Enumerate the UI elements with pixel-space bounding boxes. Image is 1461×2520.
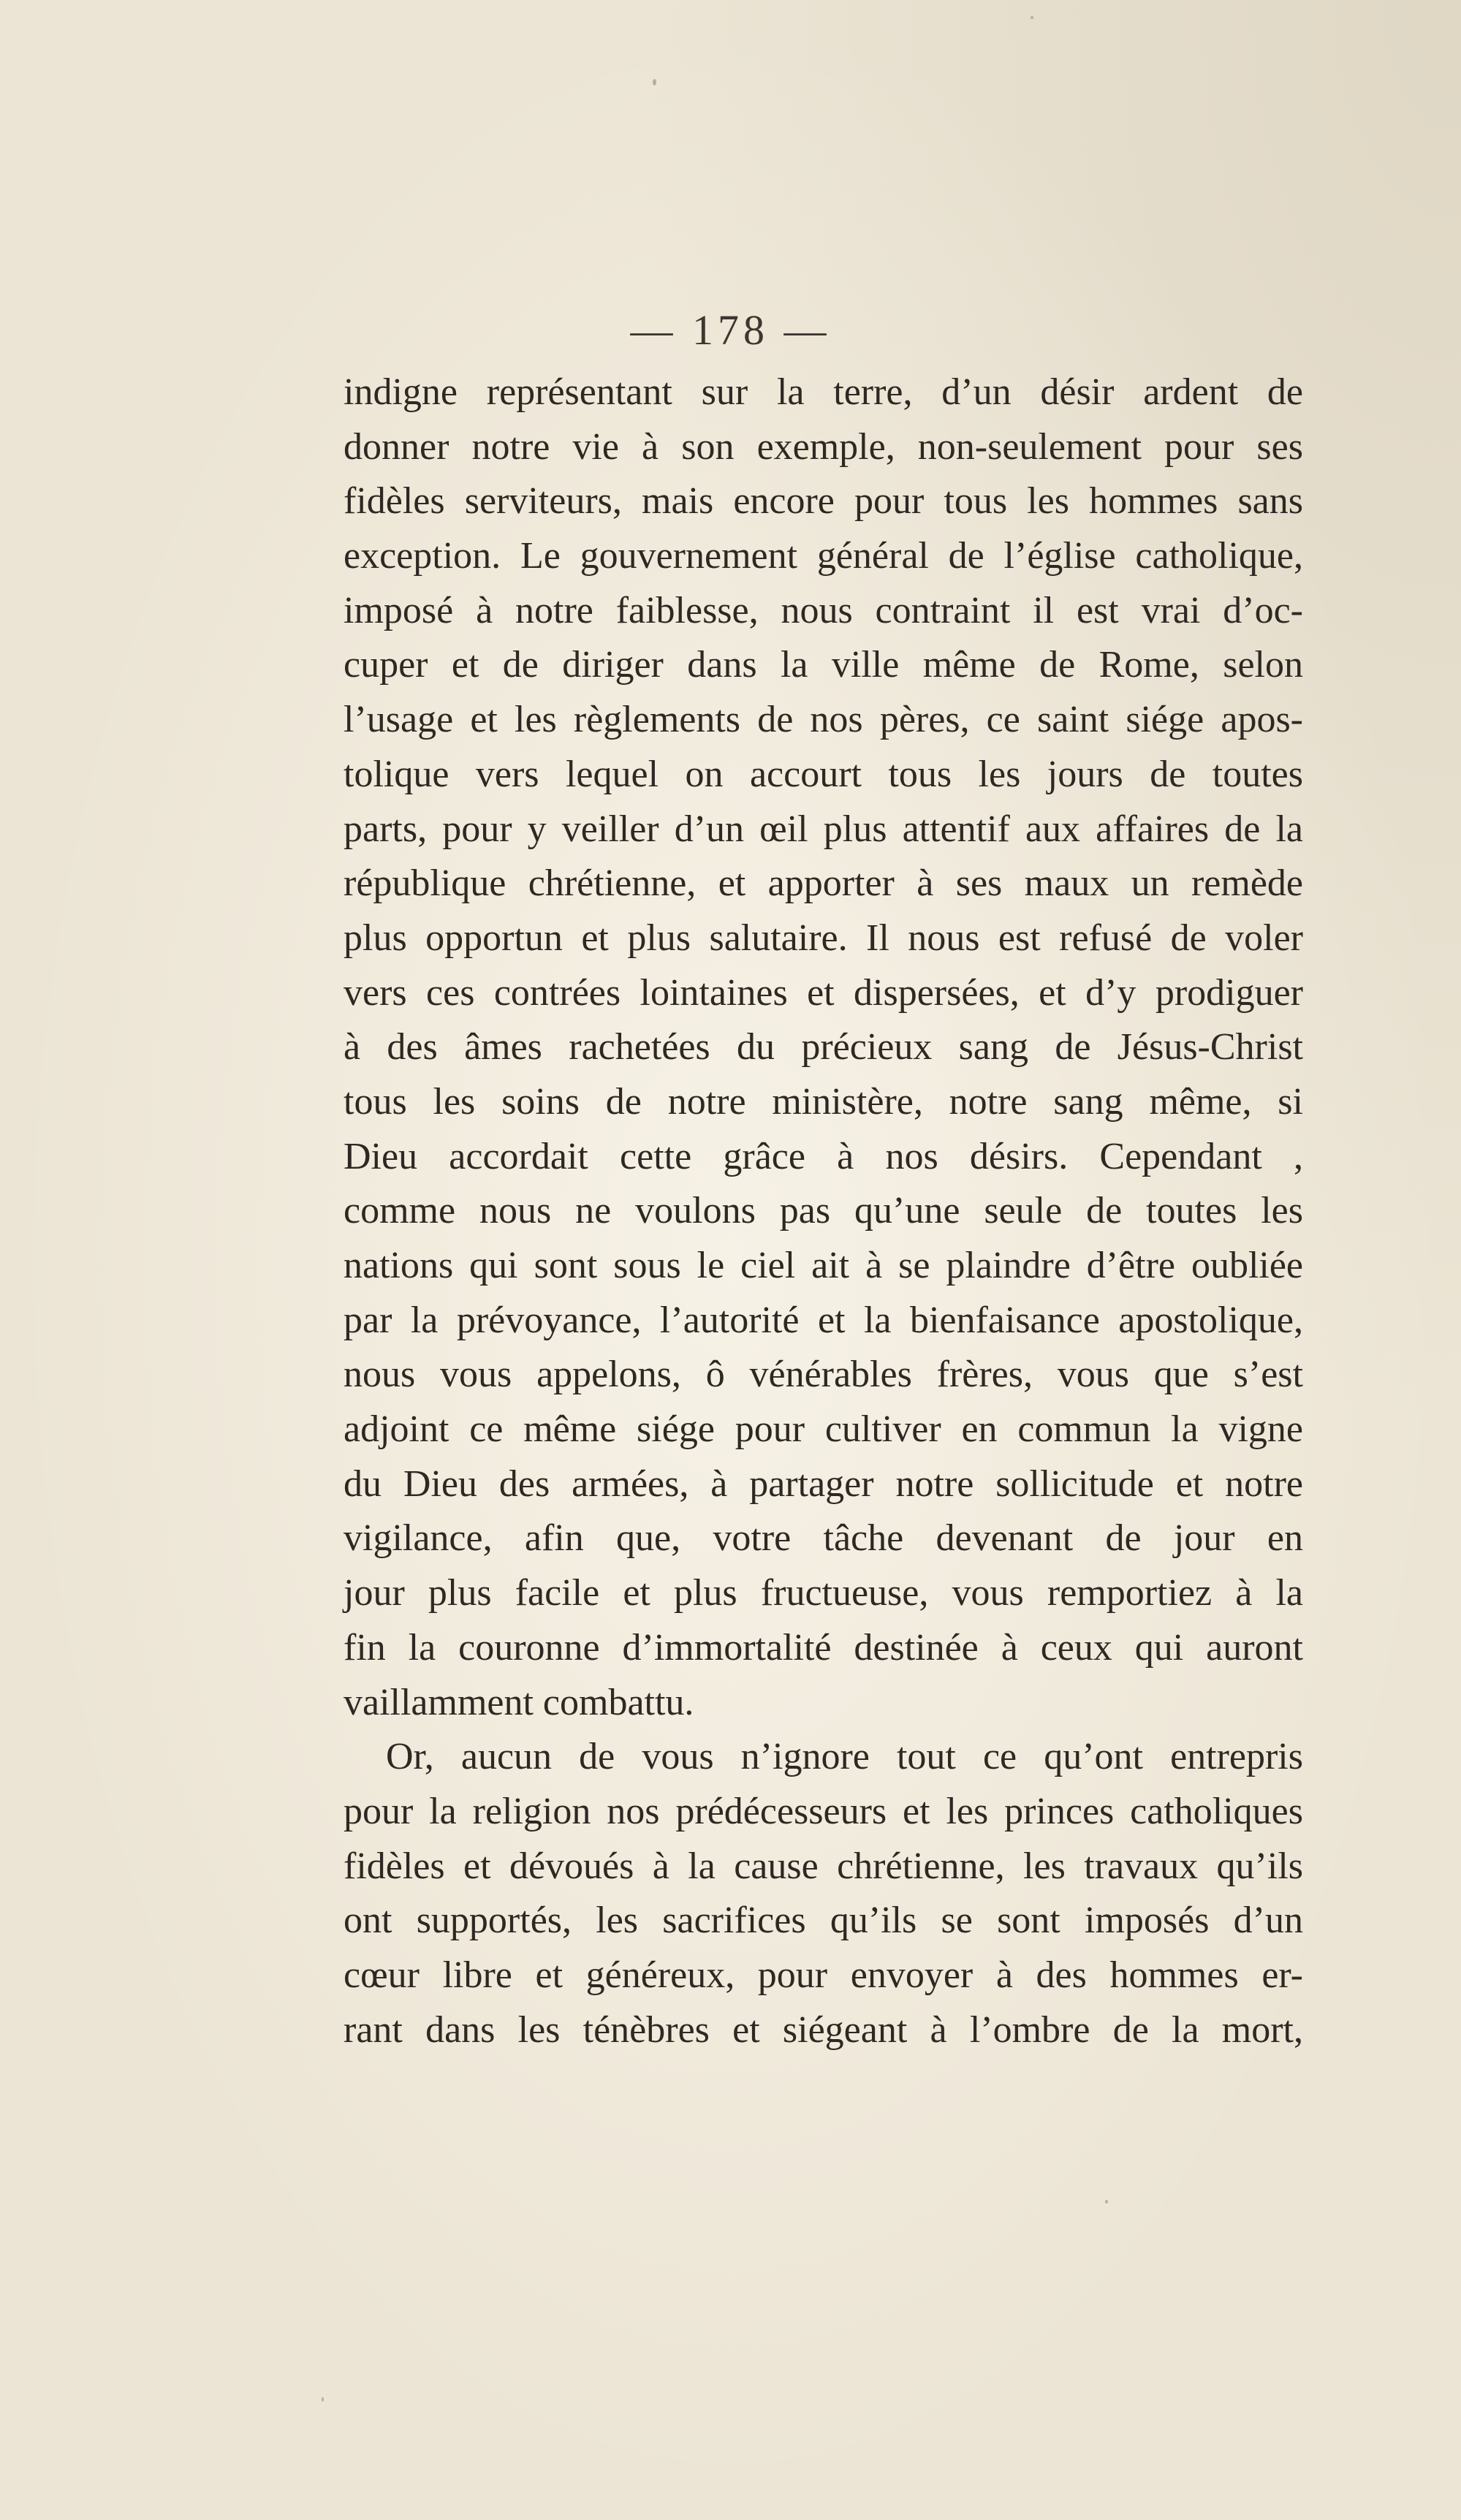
text-line: tolique vers lequel on accourt tous les jours de toutes [344,753,1303,795]
text-line: adjoint ce même siége pour cultiver en commun la vigne [344,1408,1303,1451]
text-line: Dieu accordait cette grâce à nos désirs. Cependant , [344,1135,1303,1177]
text-line: fin la couronne d’immortalité destinée à ceux qui auront [344,1626,1303,1669]
text-line: ont supportés, les sacrifices qu’ils se sont imposés d’un [344,1900,1303,1942]
paragraph-end-line: vaillamment combattu. [344,1681,694,1723]
text-line: rant dans les ténèbres et siégeant à l’ombre de la mort, [344,2008,1303,2051]
paper-speck [653,79,656,86]
text-line: indigne représentant sur la terre, d’un désir ardent de [344,371,1303,413]
text-line: du Dieu des armées, à partager notre sollicitude et notre [344,1462,1303,1505]
text-line: fidèles et dévoués à la cause chrétienne, les travaux qu’ils [344,1845,1303,1887]
text-line: cuper et de diriger dans la ville même de Rome, selon [344,644,1303,686]
paragraph-start-line: Or, aucun de vous n’ignore tout ce qu’ont entrepris [386,1736,1303,1778]
text-line: nous vous appelons, ô vénérables frères, vous que s’est [344,1354,1303,1396]
text-line: pour la religion nos prédécesseurs et les princes catholiques [344,1790,1303,1832]
page-number: — 178 — [630,306,831,354]
text-line: république chrétienne, et apporter à ses maux un remède [344,862,1303,905]
body-text [344,365,1303,2057]
text-line: cœur libre et généreux, pour envoyer à des hommes er- [344,1954,1303,1996]
text-line: comme nous ne voulons pas qu’une seule de toutes les [344,1190,1303,1232]
paper-speck [1031,16,1033,19]
text-line: à des âmes rachetées du précieux sang de Jésus-Christ [344,1026,1303,1069]
text-line: vigilance, afin que, votre tâche devenant de jour en [344,1517,1303,1560]
text-line: exception. Le gouvernement général de l’église catholique, [344,535,1303,577]
text-line: par la prévoyance, l’autorité et la bienfaisance apostolique, [344,1299,1303,1341]
paper-speck [322,2397,324,2402]
text-line: tous les soins de notre ministère, notre sang même, si [344,1080,1303,1123]
text-line: parts, pour y veiller d’un œil plus attentif aux affaires de la [344,808,1303,850]
text-line: nations qui sont sous le ciel ait à se plaindre d’être oubliée [344,1245,1303,1286]
text-line: l’usage et les règlements de nos pères, ce saint siége apos- [344,699,1303,741]
paper-speck [1105,2200,1108,2204]
text-line: vers ces contrées lointaines et dispersées, et d’y prodiguer [344,971,1303,1014]
text-line: jour plus facile et plus fructueuse, vous remportiez à la [344,1572,1303,1614]
text-line: fidèles serviteurs, mais encore pour tous les hommes sans [344,480,1303,523]
text-line: donner notre vie à son exemple, non-seulement pour ses [344,425,1303,468]
text-line: plus opportun et plus salutaire. Il nous est refusé de voler [344,916,1303,959]
text-line: imposé à notre faiblesse, nous contraint il est vrai d’oc- [344,589,1303,631]
